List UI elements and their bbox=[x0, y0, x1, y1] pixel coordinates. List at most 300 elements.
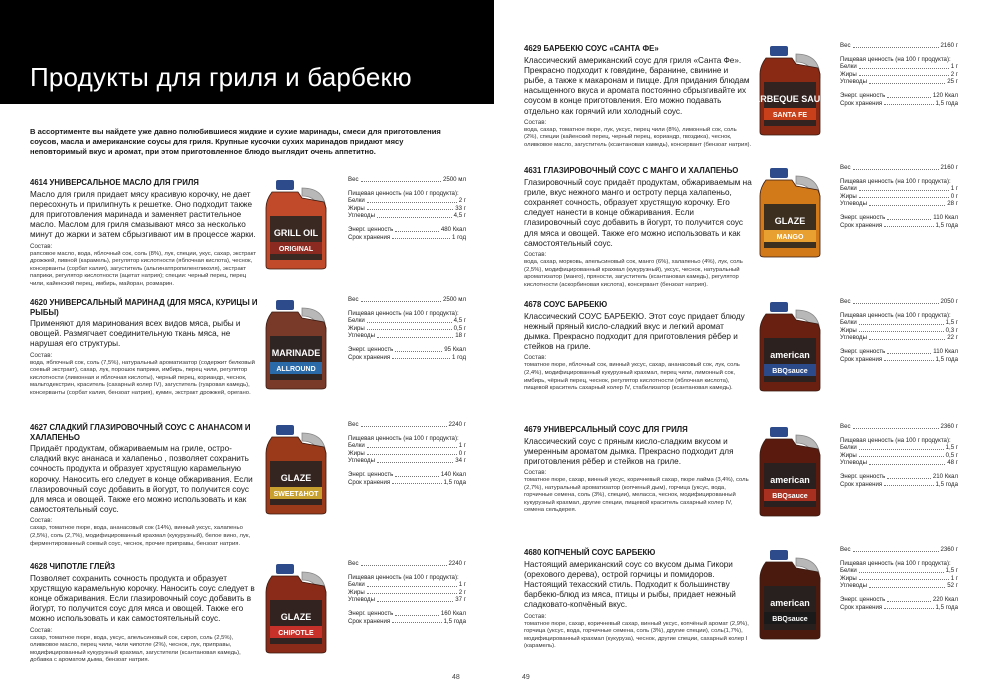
product-specs bbox=[348, 296, 466, 361]
nutrition-header: Пищевая ценность (на 100 г продукта): bbox=[840, 436, 951, 444]
dot-leader bbox=[377, 212, 452, 218]
product-image bbox=[262, 423, 334, 520]
spec-row-srok bbox=[840, 356, 958, 364]
product-specs bbox=[840, 164, 958, 229]
dot-leader bbox=[884, 481, 933, 487]
spec-row-uglevody bbox=[840, 78, 958, 86]
dot-leader bbox=[395, 610, 439, 616]
jug-cap bbox=[276, 564, 294, 574]
composition-label: Состав: bbox=[524, 118, 547, 126]
spec-value: 110 Ккал bbox=[933, 347, 958, 355]
dot-leader bbox=[887, 348, 931, 354]
dot-leader bbox=[859, 63, 949, 69]
dot-leader bbox=[884, 604, 933, 610]
product-image bbox=[262, 178, 334, 275]
spec-label: Углеводы bbox=[348, 596, 375, 604]
dot-leader bbox=[395, 346, 442, 352]
spec-value: 33 г bbox=[455, 204, 466, 212]
spec-value: 4,5 г bbox=[453, 212, 466, 220]
spec-row-energy bbox=[840, 348, 958, 356]
product-jug-image bbox=[747, 44, 833, 136]
dot-leader bbox=[887, 214, 931, 220]
spec-value: 0,5 г bbox=[945, 451, 958, 459]
spec-row-uglevody bbox=[348, 332, 466, 340]
dot-leader bbox=[377, 457, 453, 463]
jug-label-text: american bbox=[770, 475, 810, 485]
product-title: 4620 УНИВЕРСАЛЬНЫЙ МАРИНАД (ДЛЯ МЯСА, КУРИЦЫ И РЫБЫ) bbox=[30, 298, 258, 317]
spec-label: Энерг. ценность bbox=[348, 470, 394, 478]
spec-row-energy bbox=[840, 214, 958, 222]
product-image bbox=[756, 300, 828, 397]
spec-row-srok bbox=[348, 479, 466, 487]
jug-label-sub: ORIGINAL bbox=[278, 246, 314, 253]
spec-row-energy bbox=[348, 226, 466, 234]
spec-label: Углеводы bbox=[348, 332, 375, 340]
spec-label: Жиры bbox=[348, 204, 365, 212]
dot-leader bbox=[853, 164, 939, 170]
jug-cap bbox=[770, 302, 788, 312]
dot-leader bbox=[377, 596, 453, 602]
product-description: Масло для гриля придает мясу красивую корочку, не дает пересохнуть и прилипнуть к решетке. Оно подходит также для приготовления маринада и заменяет растительное масло. Маслом для гриля смазывают мясо за несколько минут до жарки и затем сбрызгивают им в процессе жарки. bbox=[30, 189, 256, 240]
jug-label-sub: SWEET&HOT bbox=[273, 491, 319, 498]
spec-value: 37 г bbox=[455, 596, 466, 604]
right-page bbox=[494, 0, 987, 699]
spec-label: Жиры bbox=[840, 574, 857, 582]
spec-label: Жиры bbox=[840, 326, 857, 334]
jug-cap bbox=[770, 168, 788, 178]
spec-value: 2240 г bbox=[448, 421, 466, 428]
spec-label: Срок хранения bbox=[840, 355, 883, 363]
product-jug-image bbox=[262, 423, 334, 515]
nutrition-header: Пищевая ценность (на 100 г продукта): bbox=[840, 55, 951, 63]
spec-row-zhiry bbox=[840, 193, 958, 201]
product-image bbox=[756, 166, 828, 263]
spec-label: Углеводы bbox=[348, 212, 375, 220]
composition-label: Состав: bbox=[30, 626, 53, 634]
spec-value: 1 год bbox=[452, 233, 466, 241]
jug-label-text: GLAZE bbox=[280, 612, 312, 622]
composition-text: томатное пюре, сахар, коричневый сахар, винный уксус, копчёный аромат (2,9%), горчица (уксус, вода, горчичные семена, соль (3%), другие специи), соль(1,7%), модифицированный крахмал (кукуруза), чеснок, другие специи, сахарный колер I (карамель). bbox=[524, 620, 749, 650]
dot-leader bbox=[869, 459, 945, 465]
dot-leader bbox=[884, 356, 933, 362]
product-image bbox=[756, 548, 828, 645]
jug-label-sub: BBQsauce bbox=[772, 368, 808, 375]
spec-label: Срок хранения bbox=[348, 478, 391, 486]
spec-row-zhiry bbox=[840, 452, 958, 460]
spec-value: 2160 г bbox=[940, 42, 958, 49]
spec-label: Белки bbox=[348, 197, 365, 205]
jug-cap bbox=[770, 46, 788, 56]
spec-value: 18 г bbox=[455, 332, 466, 340]
spec-row-uglevody bbox=[840, 582, 958, 590]
dot-leader bbox=[884, 100, 933, 106]
product-title: 4614 УНИВЕРСАЛЬНОЕ МАСЛО ДЛЯ ГРИЛЯ bbox=[30, 178, 199, 187]
composition-label: Состав: bbox=[524, 612, 547, 620]
product-block bbox=[524, 44, 752, 150]
spec-label: Энерг. ценность bbox=[840, 213, 886, 221]
spec-value: 4,5 г bbox=[453, 317, 466, 325]
spec-value: 1 год bbox=[452, 353, 466, 361]
spec-value: 52 г bbox=[947, 582, 958, 590]
product-block bbox=[30, 423, 262, 548]
product-description: Глазировочный соус придаёт продуктам, обжариваемым на гриле, вкус нежного манго и остроту перца халапеньо, сохраняет сочность, образует хрустящую корочку. Его следует нанести в конце обжаривания. Если глазировочный соус добавить в йогурт, то получится соус для мяса и овощей. Также его можно использовать и как самостоятельный соус. bbox=[524, 177, 752, 248]
dot-leader bbox=[392, 234, 450, 240]
product-jug-image bbox=[262, 562, 334, 654]
spec-value: 1 г bbox=[950, 185, 958, 193]
dot-leader bbox=[367, 589, 457, 595]
product-title: 4629 БАРБЕКЮ СОУС «САНТА ФЕ» bbox=[524, 44, 659, 53]
spec-row-ves bbox=[840, 42, 958, 50]
spec-value: 34 г bbox=[455, 457, 466, 465]
spec-label: Жиры bbox=[348, 588, 365, 596]
dot-leader bbox=[853, 42, 939, 48]
composition-text: вода, сахар, томатное пюре, лук, уксус, перец чили (8%), лимонный сок, соль (2%), специи (кайенский перец, черный перец, кориандр, гвоздика), чеснок, оливковое масло, загуститель (ксантановая камедь), консервант (бензоат натрия). bbox=[524, 126, 752, 148]
spec-row-uglevody bbox=[840, 200, 958, 208]
spec-value: 1,5 года bbox=[935, 221, 958, 229]
spec-label: Белки bbox=[348, 317, 365, 325]
spec-row-energy bbox=[840, 596, 958, 604]
spec-value: 2500 мл bbox=[443, 296, 466, 303]
product-description: Применяют для маринования всех видов мяса, рыбы и овощей. Размягчает соединительную ткань мяса, не нарушая его структуры. bbox=[30, 319, 241, 349]
spec-row-ves bbox=[348, 176, 466, 184]
dot-leader bbox=[853, 423, 939, 429]
product-jug-image bbox=[756, 166, 828, 258]
spec-value: 22 г bbox=[947, 334, 958, 342]
dot-leader bbox=[392, 479, 441, 485]
spec-value: 1 г bbox=[950, 574, 958, 582]
spec-row-uglevody bbox=[348, 596, 466, 604]
spec-row-belki bbox=[840, 63, 958, 71]
product-description: Позволяет сохранить сочность продукта и образует хрустящую карамельную корочку. Наносить соус следует в конце обжаривания. Если глазировочный соус добавить в йогурт, то получится соус для мяса и овощей. Также его можно использовать и как самостоятельный соус. bbox=[30, 573, 255, 624]
dot-leader bbox=[887, 473, 931, 479]
spec-row-ves bbox=[348, 296, 466, 304]
spec-value: 140 Ккал bbox=[440, 470, 466, 478]
jug-label-sub: CHIPOTLE bbox=[278, 630, 314, 637]
spec-row-srok bbox=[348, 234, 466, 242]
product-specs bbox=[348, 176, 466, 241]
spec-label: Белки bbox=[840, 63, 857, 71]
spec-value: 1 г bbox=[458, 581, 466, 589]
dot-leader bbox=[853, 546, 939, 552]
dot-leader bbox=[859, 71, 949, 77]
product-block bbox=[524, 166, 752, 289]
product-description: Настоящий американский соус со вкусом дыма Гикори (орехового дерева), острой горчицы и помидоров. Настоящий техасский стиль. Подходит к большинству барбекю-блюд из мяса, птицы и рыбы, придает нежный сладковато-копчёный вкус. bbox=[524, 559, 736, 610]
spec-value: 220 Ккал bbox=[932, 595, 958, 603]
product-title: 4679 УНИВЕРСАЛЬНЫЙ СОУС ДЛЯ ГРИЛЯ bbox=[524, 425, 688, 434]
spec-value: 2500 мл bbox=[443, 176, 466, 183]
product-description: Классический американский соус для гриля «Санта Фе». Прекрасно подходит к говядине, баранине, свинине и рыбе, а также к макаронам и пицце. Для придания блюдам насыщенного вкуса и аромата постоянно сбрызгивайте их соусом в конце приготовления. Его можно подавать отдельно как горячий или холодный соус. bbox=[524, 55, 750, 116]
spec-row-energy bbox=[840, 473, 958, 481]
spec-row-ves bbox=[840, 546, 958, 554]
spec-row-belki bbox=[348, 581, 466, 589]
spec-label: Срок хранения bbox=[348, 233, 391, 241]
composition-text: сахар, томатное пюре, вода, ананасовый сок (14%), винный уксус, халапеньо (2,5%), соль (2,7%), модифицированный крахмал (кукурузный), белое вино, лук, ферментированный соевый соус, чеснок, прочие приправы, бензоат натрия. bbox=[30, 525, 251, 547]
composition-label: Состав: bbox=[30, 517, 53, 525]
spec-row-srok bbox=[348, 354, 466, 362]
spec-row-zhiry bbox=[348, 325, 466, 333]
spec-row-belki bbox=[840, 185, 958, 193]
dot-leader bbox=[853, 298, 939, 304]
composition-label: Состав: bbox=[524, 354, 547, 362]
composition-label: Состав: bbox=[30, 242, 53, 250]
spec-label: Белки bbox=[840, 185, 857, 193]
jug-label-text: BARBEQUE SAUCE bbox=[747, 94, 833, 104]
product-specs bbox=[840, 423, 958, 488]
spec-row-zhiry bbox=[840, 575, 958, 583]
spec-label: Углеводы bbox=[840, 582, 867, 590]
spec-label: Энерг. ценность bbox=[840, 472, 886, 480]
nutrition-header: Пищевая ценность (на 100 г продукта): bbox=[840, 559, 951, 567]
dot-leader bbox=[361, 421, 447, 427]
jug-label-sub: MANGO bbox=[776, 234, 804, 241]
dot-leader bbox=[859, 319, 944, 325]
spec-label: Энерг. ценность bbox=[840, 347, 886, 355]
spec-label: Вес bbox=[348, 296, 359, 303]
spec-value: 0 г bbox=[458, 449, 466, 457]
dot-leader bbox=[361, 176, 441, 182]
product-title: 4678 СОУС БАРБЕКЮ bbox=[524, 300, 608, 309]
composition-text: вода, сахар, морковь, апельсиновый сок, манго (6%), халапеньо (4%), лук, соль (2,5%), модифицированный крахмал (кукурузный), уксус, чеснок, натуральный ароматизатор (манго), пряности, загуститель (ксантановая камедь), регулятор кислотности (аскорбиновая кислота), консервант (бензоат натрия). bbox=[524, 258, 743, 288]
spec-row-srok bbox=[840, 604, 958, 612]
dot-leader bbox=[361, 560, 447, 566]
product-image bbox=[756, 425, 828, 522]
spec-row-uglevody bbox=[840, 334, 958, 342]
spec-value: 2240 г bbox=[448, 560, 466, 567]
dot-leader bbox=[859, 185, 949, 191]
spec-label: Вес bbox=[348, 421, 359, 428]
nutrition-header: Пищевая ценность (на 100 г продукта): bbox=[840, 177, 951, 185]
product-description: Придаёт продуктам, обжариваемым на гриле, остро-сладкий вкус ананаса и халапеньо , позволяет сохранить сочность продукта и образует хрустящую карамельную корочку. Наносить его следует в конце обжаривания. Если глазировочный соус добавить в йогурт, то получится соус для мяса и овощей. Также его можно использовать и как самостоятельный соус. bbox=[30, 444, 253, 515]
dot-leader bbox=[367, 442, 457, 448]
dot-leader bbox=[367, 205, 453, 211]
spec-row-uglevody bbox=[348, 212, 466, 220]
spec-label: Срок хранения bbox=[840, 99, 883, 107]
spec-value: 95 Ккал bbox=[444, 345, 466, 353]
dot-leader bbox=[869, 334, 945, 340]
spec-row-zhiry bbox=[840, 71, 958, 79]
spec-value: 2 г bbox=[458, 197, 466, 205]
nutrition-header: Пищевая ценность (на 100 г продукта): bbox=[348, 309, 459, 317]
jug-cap bbox=[770, 550, 788, 560]
dot-leader bbox=[395, 471, 439, 477]
product-jug-image bbox=[262, 178, 334, 270]
spec-value: 25 г bbox=[947, 78, 958, 86]
jug-cap bbox=[276, 300, 294, 310]
spec-value: 160 Ккал bbox=[440, 609, 466, 617]
spec-row-belki bbox=[840, 319, 958, 327]
spec-label: Энерг. ценность bbox=[840, 91, 886, 99]
page-number-left: 48 bbox=[452, 674, 460, 681]
spec-value: 1 г bbox=[950, 63, 958, 71]
jug-label-text: american bbox=[770, 350, 810, 360]
composition-text: томатное пюре, сахар, винный уксус, коричневый сахар, пюре лайма (3,4%), соль (2,7%), натуральный ароматизатор (копченый дым), горчица (уксус, вода, горчичные семена, соль (3%), специи), меласса, чеснок, модифицированный кукурузный крахмал, другие специи, пищевой краситель сахарный колер IV, семена сельдерея. bbox=[524, 477, 749, 514]
spec-value: 1,5 г bbox=[945, 319, 958, 327]
spec-value: 120 Ккал bbox=[932, 91, 958, 99]
spec-label: Срок хранения bbox=[840, 480, 883, 488]
dot-leader bbox=[395, 226, 439, 232]
jug-cap bbox=[276, 425, 294, 435]
dot-leader bbox=[869, 200, 945, 206]
spec-row-ves bbox=[840, 298, 958, 306]
page-title: Продукты для гриля и барбекю bbox=[30, 62, 412, 92]
dot-leader bbox=[367, 581, 457, 587]
spec-label: Углеводы bbox=[840, 200, 867, 208]
product-specs bbox=[348, 560, 466, 625]
dot-leader bbox=[884, 222, 933, 228]
spec-value: 0 г bbox=[950, 192, 958, 200]
dot-leader bbox=[859, 193, 949, 199]
spec-row-srok bbox=[840, 100, 958, 108]
spec-label: Жиры bbox=[840, 451, 857, 459]
spec-label: Энерг. ценность bbox=[348, 345, 394, 353]
spec-value: 1 г bbox=[458, 442, 466, 450]
composition-text: вода, яблочный сок, соль (7,5%), натуральный ароматизатор (содержит белковый соевый экстракт), сахар, лук, порошок паприки, имбирь, перец чили, регулятор кислотности (лимонная и яблочная кислоты), черный перец, кориандр, чеснок, мальтодекстрин, краситель (сахарный колер IV), загуститель (гуаровая камедь), консерванты (сорбат калия, бензоат натрия), кумин, экстракт дрожжей, орегано. bbox=[30, 359, 255, 396]
spec-row-zhiry bbox=[348, 450, 466, 458]
product-image bbox=[747, 44, 833, 141]
product-specs bbox=[840, 546, 958, 611]
dot-leader bbox=[859, 327, 944, 333]
spec-value: 210 Ккал bbox=[932, 472, 958, 480]
spec-value: 2 г bbox=[458, 588, 466, 596]
dot-leader bbox=[367, 450, 457, 456]
product-block bbox=[524, 300, 752, 393]
spec-label: Белки bbox=[840, 319, 857, 327]
spec-value: 28 г bbox=[947, 200, 958, 208]
jug-label-text: GLAZE bbox=[280, 473, 312, 483]
composition-text: томатное пюре, яблочный сок, винный уксус, сахар, ананасовый сок, лук, соль (2,4%), модифицированный кукурузный крахмал, перец чили, лимонный сок, имбирь, чёрный перец, чеснок, регулятор кислотности (яблочная кислота), пищевой краситель сахарный колер IV, стабилизатор (ксантановая камедь). bbox=[524, 362, 740, 392]
spec-label: Энерг. ценность bbox=[348, 225, 394, 233]
nutrition-header: Пищевая ценность (на 100 г продукта): bbox=[348, 189, 459, 197]
spec-row-ves bbox=[348, 421, 466, 429]
product-title: 4628 ЧИПОТЛЕ ГЛЕЙЗ bbox=[30, 562, 116, 571]
spec-label: Срок хранения bbox=[840, 221, 883, 229]
spec-value: 0,5 г bbox=[453, 324, 466, 332]
composition-text: сахар, томатное пюре, вода, уксус, апельсиновый сок, сироп, соль (2,5%), оливковое масло, перец чили, чили чипотле (2%), чеснок, лук, приправы, модифицированный кукурузный крахмал, загустители (ксантановая камедь), добавка с ароматом дыма, бензоат натрия. bbox=[30, 634, 241, 664]
product-jug-image bbox=[756, 425, 828, 517]
spec-value: 1,5 года bbox=[935, 99, 958, 107]
spec-value: 110 Ккал bbox=[933, 213, 958, 221]
dot-leader bbox=[367, 317, 452, 323]
spec-label: Углеводы bbox=[840, 78, 867, 86]
spec-label: Энерг. ценность bbox=[840, 595, 886, 603]
spec-row-belki bbox=[840, 567, 958, 575]
spec-row-belki bbox=[348, 442, 466, 450]
spec-value: 2360 г bbox=[940, 423, 958, 430]
intro-text: В ассортименте вы найдете уже давно полюбившиеся жидкие и сухие маринады, смеси для приготовления соусов, масла и американские соусы для гриля. Крупные кусочки сухих маринадов придают мясу неповторимый вкус и аромат, при этом приготовленное блюдо выглядит очень аппетитно. bbox=[30, 127, 441, 156]
spec-value: 1,5 г bbox=[945, 567, 958, 575]
product-specs bbox=[348, 421, 466, 486]
spec-value: 1,5 года bbox=[443, 617, 466, 625]
spec-row-energy bbox=[840, 92, 958, 100]
spec-label: Белки bbox=[348, 442, 365, 450]
spec-label: Углеводы bbox=[840, 334, 867, 342]
product-title: 4627 СЛАДКИЙ ГЛАЗИРОВОЧНЫЙ СОУС С АНАНАСОМ И ХАЛАПЕНЬО bbox=[30, 423, 251, 442]
spec-value: 1,5 года bbox=[935, 603, 958, 611]
spec-value: 2360 г bbox=[940, 546, 958, 553]
spec-label: Белки bbox=[348, 581, 365, 589]
spec-row-energy bbox=[348, 610, 466, 618]
spec-row-zhiry bbox=[348, 589, 466, 597]
spec-label: Срок хранения bbox=[348, 353, 391, 361]
spec-value: 48 г bbox=[947, 459, 958, 467]
dot-leader bbox=[859, 575, 949, 581]
spec-value: 1,5 года bbox=[443, 478, 466, 486]
spec-label: Жиры bbox=[348, 324, 365, 332]
dot-leader bbox=[859, 567, 944, 573]
product-title: 4631 ГЛАЗИРОВОЧНЫЙ СОУС С МАНГО И ХАЛАПЕНЬО bbox=[524, 166, 739, 175]
dot-leader bbox=[859, 452, 944, 458]
dot-leader bbox=[392, 354, 450, 360]
product-jug-image bbox=[262, 298, 334, 390]
spec-row-srok bbox=[840, 481, 958, 489]
jug-label-sub: BBQsauce bbox=[772, 493, 808, 500]
spec-row-energy bbox=[348, 346, 466, 354]
product-title: 4680 КОПЧЕНЫЙ СОУС БАРБЕКЮ bbox=[524, 548, 656, 557]
spec-row-ves bbox=[840, 164, 958, 172]
spec-row-uglevody bbox=[840, 459, 958, 467]
product-block bbox=[524, 548, 752, 651]
dot-leader bbox=[361, 296, 441, 302]
spec-row-uglevody bbox=[348, 457, 466, 465]
composition-label: Состав: bbox=[524, 250, 547, 258]
spec-label: Энерг. ценность bbox=[348, 609, 394, 617]
spec-row-srok bbox=[348, 618, 466, 626]
jug-cap bbox=[770, 427, 788, 437]
spec-row-energy bbox=[348, 471, 466, 479]
spec-value: 1,5 г bbox=[945, 444, 958, 452]
spec-row-belki bbox=[348, 197, 466, 205]
product-block bbox=[524, 425, 752, 515]
product-specs bbox=[840, 42, 958, 107]
spec-label: Жиры bbox=[840, 192, 857, 200]
spec-value: 1,5 года bbox=[935, 355, 958, 363]
spec-value: 480 Ккал bbox=[440, 225, 466, 233]
product-jug-image bbox=[756, 300, 828, 392]
composition-text: рапсовое масло, вода, яблочный сок, соль (8%), лук, специи, укус, сахар, экстракт дрожжей, пивной (карамель), регулятор кислотности (яблочная кислота), чеснок, консерванты (сорбат калия), загуститель (альгинатпропиленгликоля), экстракт паприки, регулятор кислотности (ацетат натрия); специи: черный перец, перец чили, кайенский перец, имбирь, майоран, розмарин. bbox=[30, 250, 257, 287]
product-description: Классический СОУС БАРБЕКЮ. Этот соус придает блюду нежный пряный кисло-сладкий вкус и легкий аромат дымка. Прекрасно подходит для приготовления рёбер и стейков на гриле. bbox=[524, 311, 745, 352]
product-image bbox=[262, 298, 334, 395]
spec-label: Жиры bbox=[840, 70, 857, 78]
spec-label: Вес bbox=[840, 546, 851, 553]
spec-label: Углеводы bbox=[348, 457, 375, 465]
jug-label-sub: ALLROUND bbox=[276, 366, 316, 373]
spec-label: Вес bbox=[840, 164, 851, 171]
dot-leader bbox=[392, 618, 441, 624]
spec-label: Белки bbox=[840, 444, 857, 452]
dot-leader bbox=[377, 332, 453, 338]
spec-label: Углеводы bbox=[840, 459, 867, 467]
title-bar bbox=[0, 0, 494, 104]
composition-label: Состав: bbox=[30, 351, 53, 359]
spec-value: 2050 г bbox=[940, 298, 958, 305]
dot-leader bbox=[869, 582, 945, 588]
spec-label: Жиры bbox=[348, 449, 365, 457]
spec-row-srok bbox=[840, 222, 958, 230]
jug-cap bbox=[276, 180, 294, 190]
dot-leader bbox=[869, 78, 945, 84]
spec-label: Срок хранения bbox=[348, 617, 391, 625]
product-description: Классический соус с пряным кисло-сладким вкусом и умеренным ароматом дымка. Прекрасно подходит для приготовления рёбер и стейков на гриле. bbox=[524, 436, 734, 466]
dot-leader bbox=[887, 92, 931, 98]
jug-label-text: american bbox=[770, 598, 810, 608]
nutrition-header: Пищевая ценность (на 100 г продукта): bbox=[348, 573, 459, 581]
jug-label-text: GRILL OIL bbox=[273, 228, 319, 238]
spec-label: Вес bbox=[840, 423, 851, 430]
jug-label-text: GLAZE bbox=[774, 216, 806, 226]
jug-label-sub: SANTA FE bbox=[772, 112, 808, 119]
spec-label: Вес bbox=[840, 42, 851, 49]
spec-row-zhiry bbox=[840, 327, 958, 335]
